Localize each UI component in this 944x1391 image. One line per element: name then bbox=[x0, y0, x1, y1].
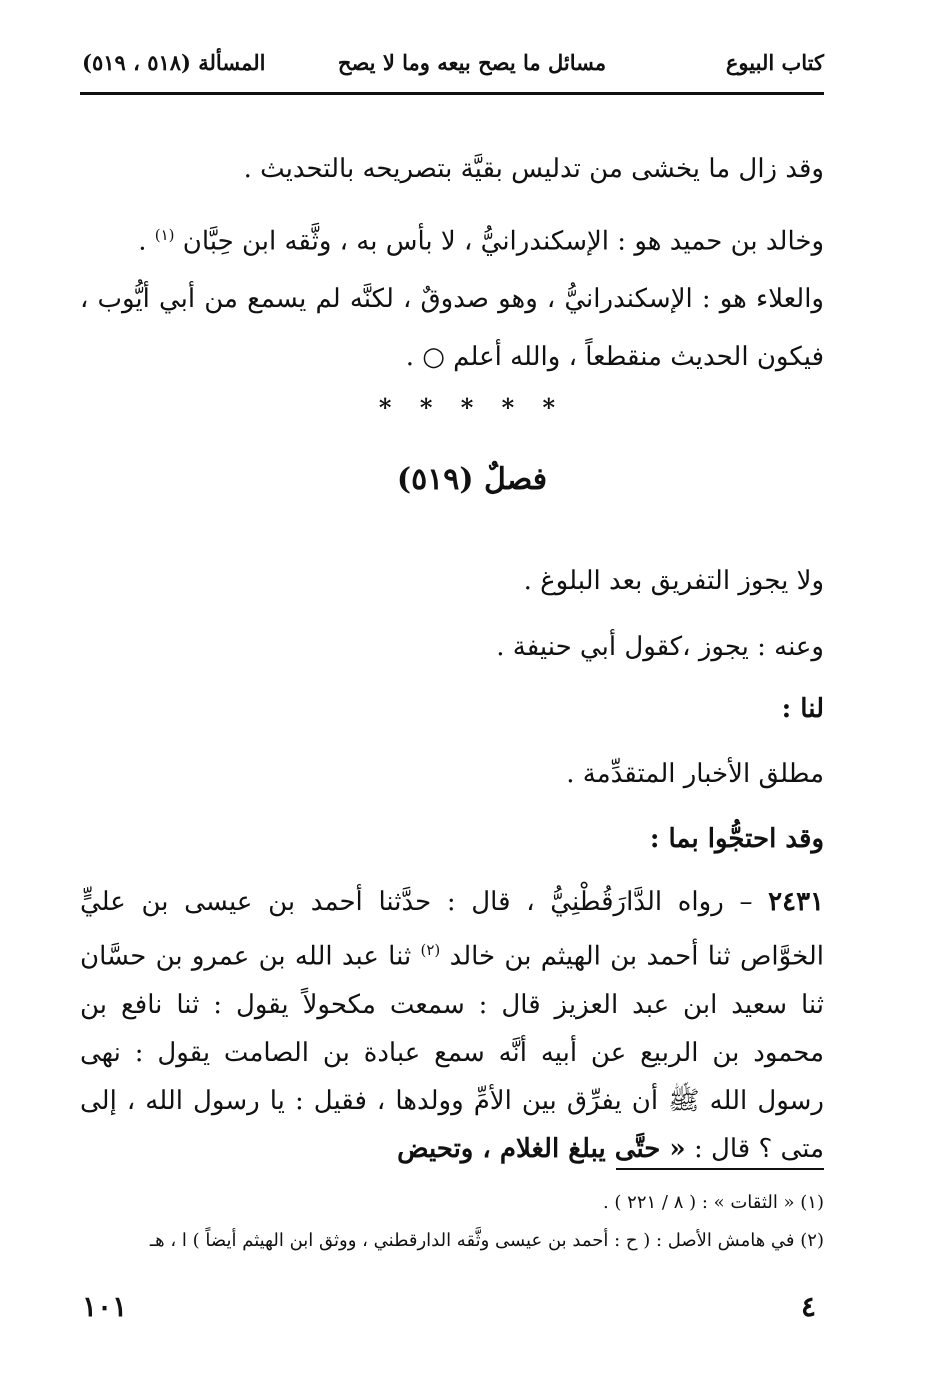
paragraph-3: والعلاء هو : الإسكندرانيُّ ، وهو صدوقٌ ، لكنَّه لم يسمع من أبي أيُّوب ، فيكون الحديث منقطعاً ، والله أعلم ○ . bbox=[80, 284, 824, 372]
footnote-ref-1: (١) bbox=[154, 226, 175, 244]
paragraph-2 bbox=[138, 206, 824, 271]
hadith-text-b: ثنا عبد الله بن عمرو بن حسَّان ثنا سعيد ابن عبد العزيز قال : سمعت مكحولاً يقول : ثنا نافع بن محمود بن الربيع عن أبيه أنَّه سمع عبادة بن الصامت يقول : نهى رسول الله ﷺ أن يفرِّق بين الأمِّ وولدها ، فقيل : يا رسول الله ، إلى متى ؟ قال : bbox=[80, 941, 824, 1164]
header-chapter-title: مسائل ما يصح بيعه وما لا يصح bbox=[337, 50, 607, 75]
page-number: ١٠١ bbox=[82, 1290, 128, 1323]
section-separator: * * * * * bbox=[378, 393, 566, 422]
section-title: فصلٌ (٥١٩) bbox=[396, 462, 548, 497]
hadith-text-a: – رواه الدَّارَقُطْنِيُّ ، قال : حدَّثنا أحمد بن عيسى بن عليٍّ الخوَّاص ثنا أحمد بن الهيثم بن خالد bbox=[80, 887, 825, 972]
footnote-rule bbox=[616, 1168, 824, 1170]
section-line-3: لنا : bbox=[781, 694, 824, 724]
footnote-2: (٢) في هامش الأصل : ( ح : أحمد بن عيسى وثَّقه الدارقطني ، ووثق ابن الهيثم أيضاً ) ا ، هـ bbox=[149, 1230, 824, 1251]
header-rule bbox=[80, 92, 824, 95]
header-book-title: كتاب البيوع bbox=[725, 50, 824, 75]
footnote-1: (١) « الثقات » : ( ٨ / ٢٢١ ) . bbox=[602, 1192, 824, 1213]
paragraph-1: وقد زال ما يخشى من تدليس بقيَّة بتصريحه بالتحديث . bbox=[243, 154, 824, 184]
section-line-5: وقد احتجُّوا بما : bbox=[649, 824, 824, 854]
footnote-ref-2: (٢) bbox=[420, 941, 441, 959]
hadith-paragraph bbox=[80, 878, 824, 1173]
section-line-4: مطلق الأخبار المتقدِّمة . bbox=[566, 759, 824, 789]
hadith-number: ٢٤٣١ bbox=[768, 887, 824, 917]
paragraph-2-end: . bbox=[138, 226, 155, 257]
volume-number: ٤ bbox=[800, 1290, 816, 1323]
hadith-quote: « حتَّى يبلغ الغلام ، وتحيض bbox=[397, 1133, 686, 1164]
header-issue-number: المسألة (٥١٨ ، ٥١٩) bbox=[82, 50, 266, 75]
section-line-1: ولا يجوز التفريق بعد البلوغ . bbox=[523, 566, 824, 596]
paragraph-2-text: وخالد بن حميد هو : الإسكندرانيُّ ، لا بأس به ، وثَّقه ابن حِبَّان bbox=[182, 226, 824, 257]
section-line-2: وعنه : يجوز ،كقول أبي حنيفة . bbox=[496, 632, 824, 662]
